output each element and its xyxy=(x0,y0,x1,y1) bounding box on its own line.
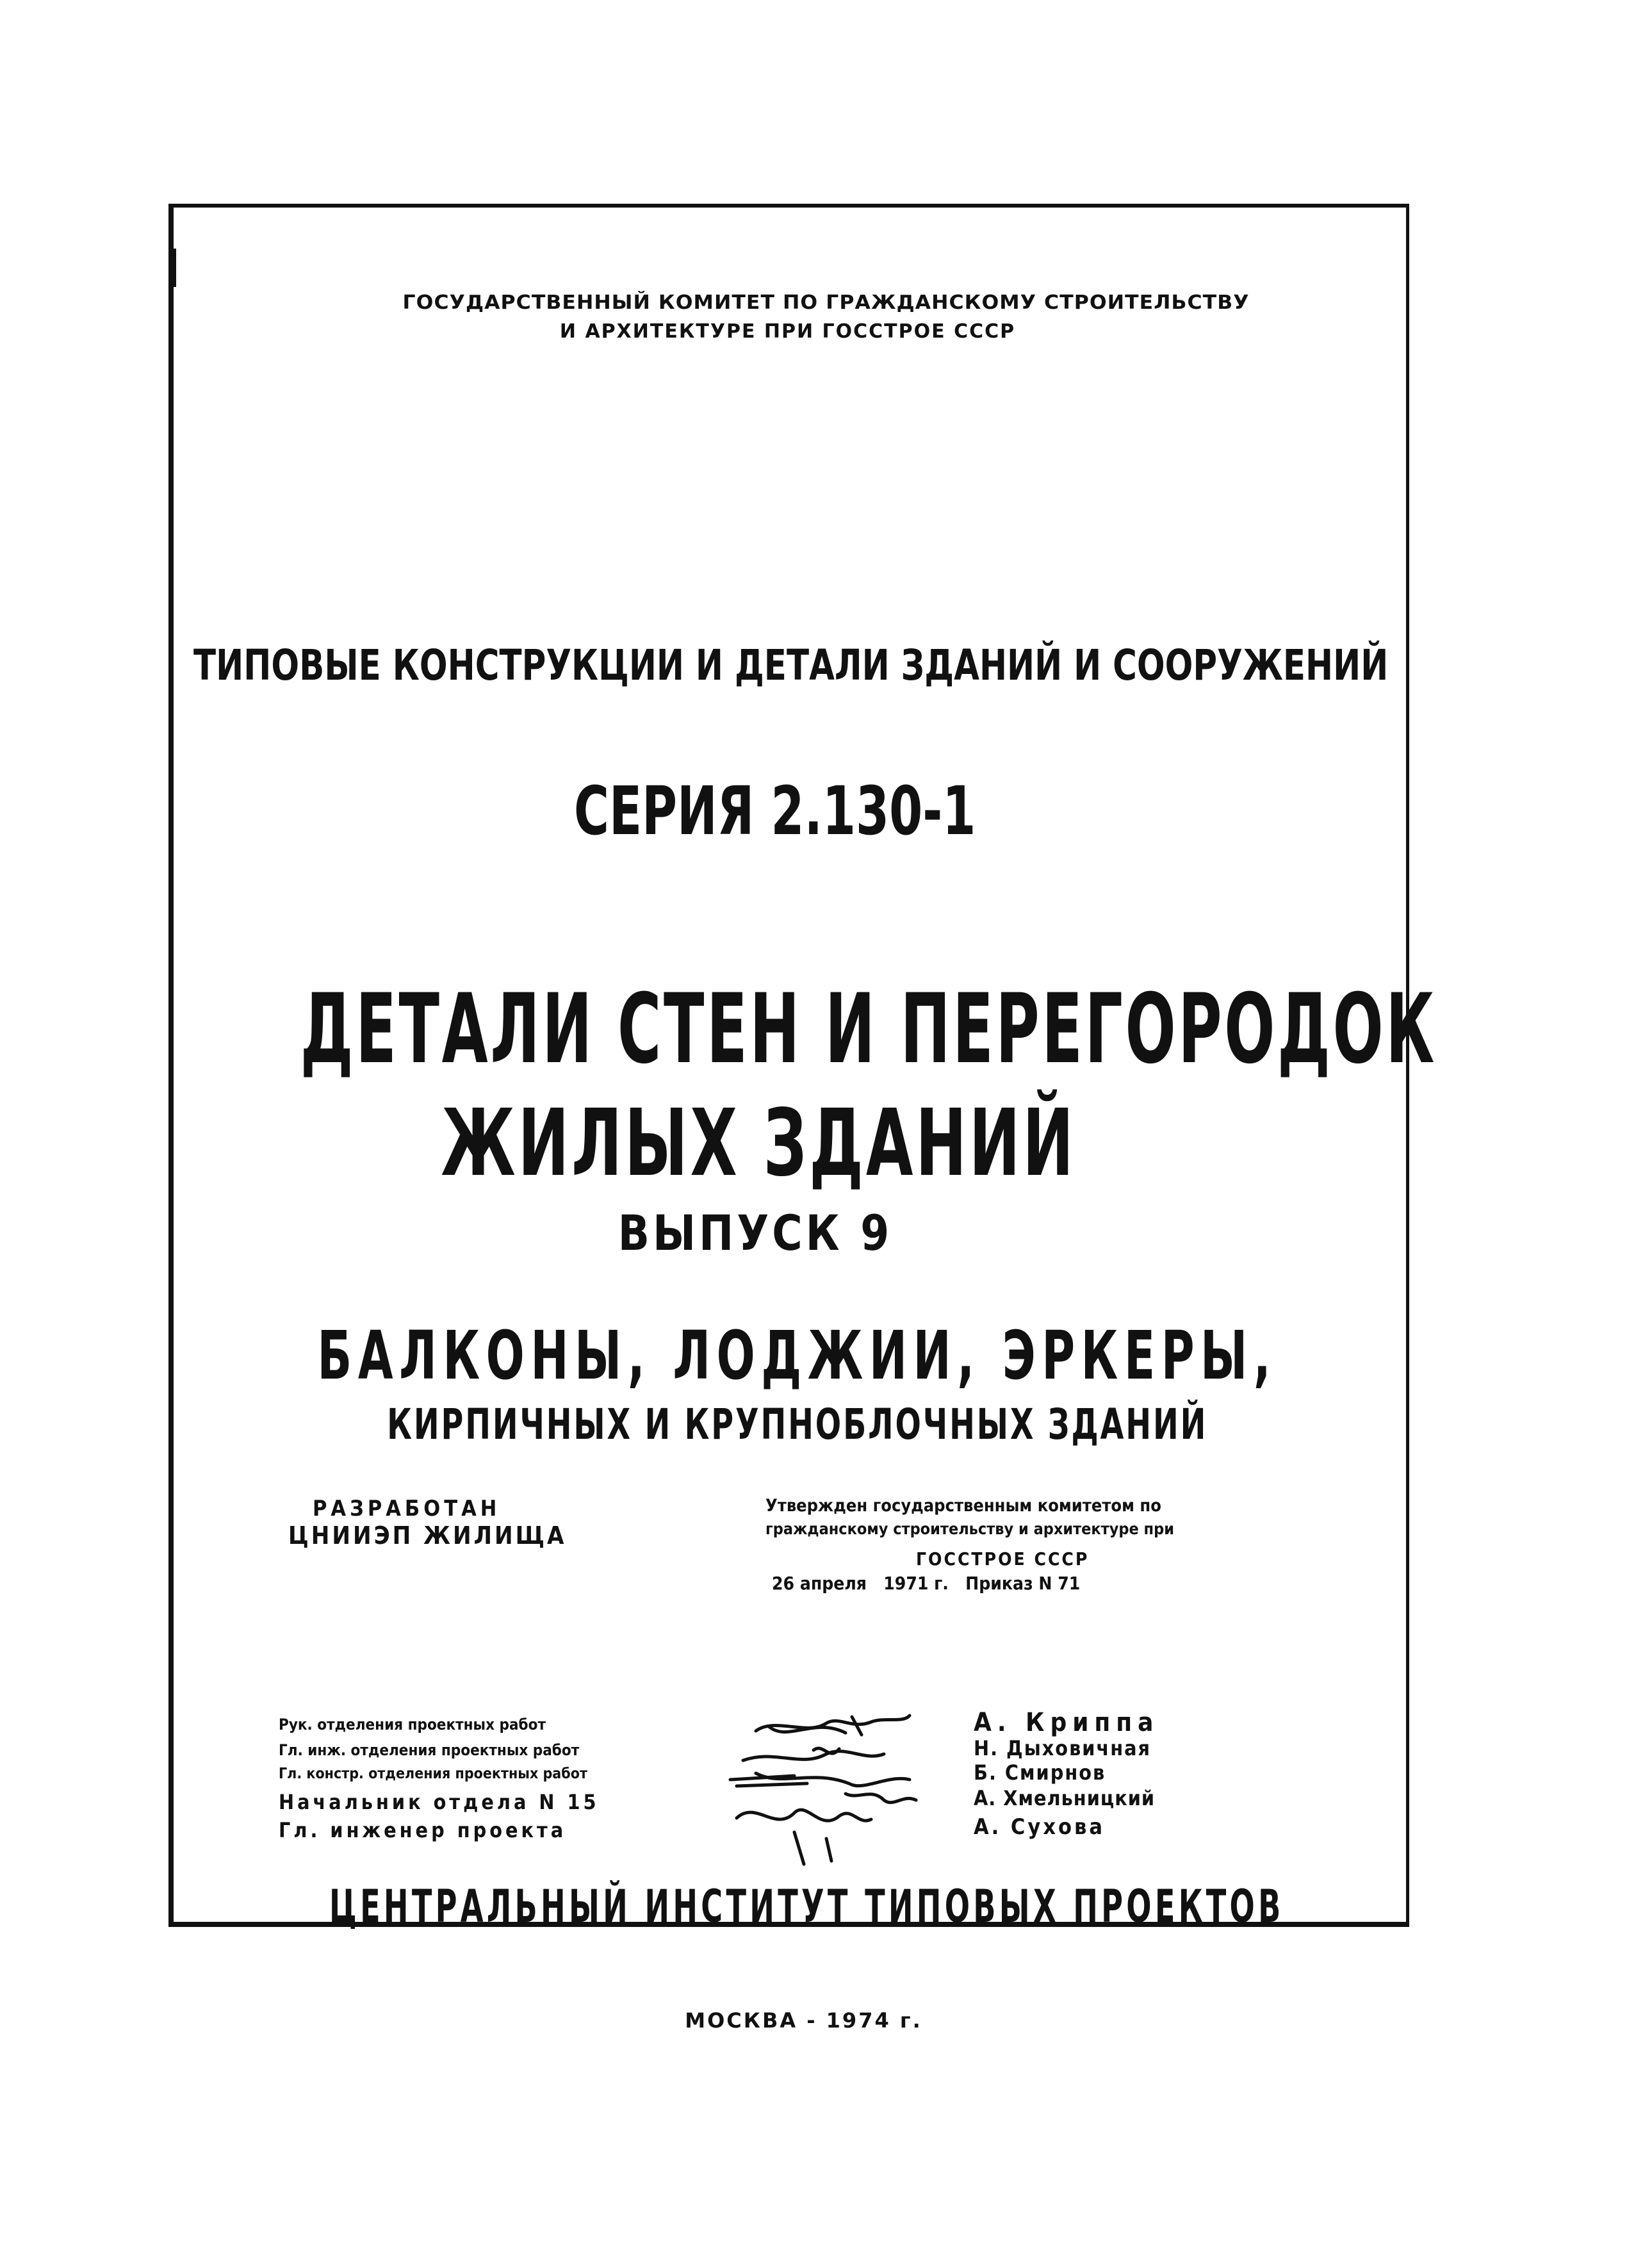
signatory-name: А. Криппа xyxy=(974,1708,1159,1737)
place-and-year: МОСКВА - 1974 г. xyxy=(685,2008,922,2033)
title-line1: ДЕТАЛИ СТЕН И ПЕРЕГОРОДОК xyxy=(300,974,1437,1085)
series-heading: ТИПОВЫЕ КОНСТРУКЦИИ И ДЕТАЛИ ЗДАНИЙ И СООРУЖЕНИЙ xyxy=(193,641,1389,690)
agency-header-line2: И АРХИТЕКТУРЕ ПРИ ГОССТРОЕ СССР xyxy=(559,320,1016,343)
approval-line1: Утвержден государственным комитетом по xyxy=(765,1496,1161,1516)
issue-number: ВЫПУСК 9 xyxy=(618,1204,893,1261)
signatory-role: Гл. инж. отделения проектных работ xyxy=(279,1741,580,1759)
signatory-role: Начальник отдела N 15 xyxy=(279,1790,600,1814)
developed-org: ЦНИИЭП ЖИЛИЩА xyxy=(288,1521,567,1550)
approval-line3: ГОССТРОЕ СССР xyxy=(916,1548,1090,1569)
signatory-role: Гл. инженер проекта xyxy=(279,1818,567,1842)
agency-header-line1: ГОСУДАРСТВЕННЫЙ КОМИТЕТ ПО ГРАЖДАНСКОМУ СТРОИТЕЛЬСТВУ xyxy=(402,291,1250,314)
signatory-name: А. Сухова xyxy=(974,1814,1106,1840)
signatory-name: А. Хмельницкий xyxy=(974,1786,1156,1810)
series-number: СЕРИЯ 2.130-1 xyxy=(573,772,976,850)
signatory-role: Гл. констр. отделения проектных работ xyxy=(279,1766,587,1782)
institute-name: ЦЕНТРАЛЬНЫЙ ИНСТИТУТ ТИПОВЫХ ПРОЕКТОВ xyxy=(329,1880,1284,1933)
signatory-name: Н. Дыховичная xyxy=(974,1736,1152,1760)
approval-line2: гражданскому строительству и архитектуре при xyxy=(765,1520,1174,1538)
subtitle-line2: КИРПИЧНЫХ И КРУПНОБЛОЧНЫХ ЗДАНИЙ xyxy=(386,1400,1208,1449)
signatory-role: Рук. отделения проектных работ xyxy=(279,1716,546,1733)
approval-line4: 26 апреля 1971 г. Приказ N 71 xyxy=(772,1573,1081,1594)
handwritten-signatures xyxy=(717,1704,974,1896)
developed-label: РАЗРАБОТАН xyxy=(313,1496,501,1521)
signatory-name: Б. Смирнов xyxy=(974,1760,1106,1785)
title-line2: ЖИЛЫХ ЗДАНИЙ xyxy=(441,1089,1077,1197)
subtitle-line1: БАЛКОНЫ, ЛОДЖИИ, ЭРКЕРЫ, xyxy=(317,1316,1277,1395)
